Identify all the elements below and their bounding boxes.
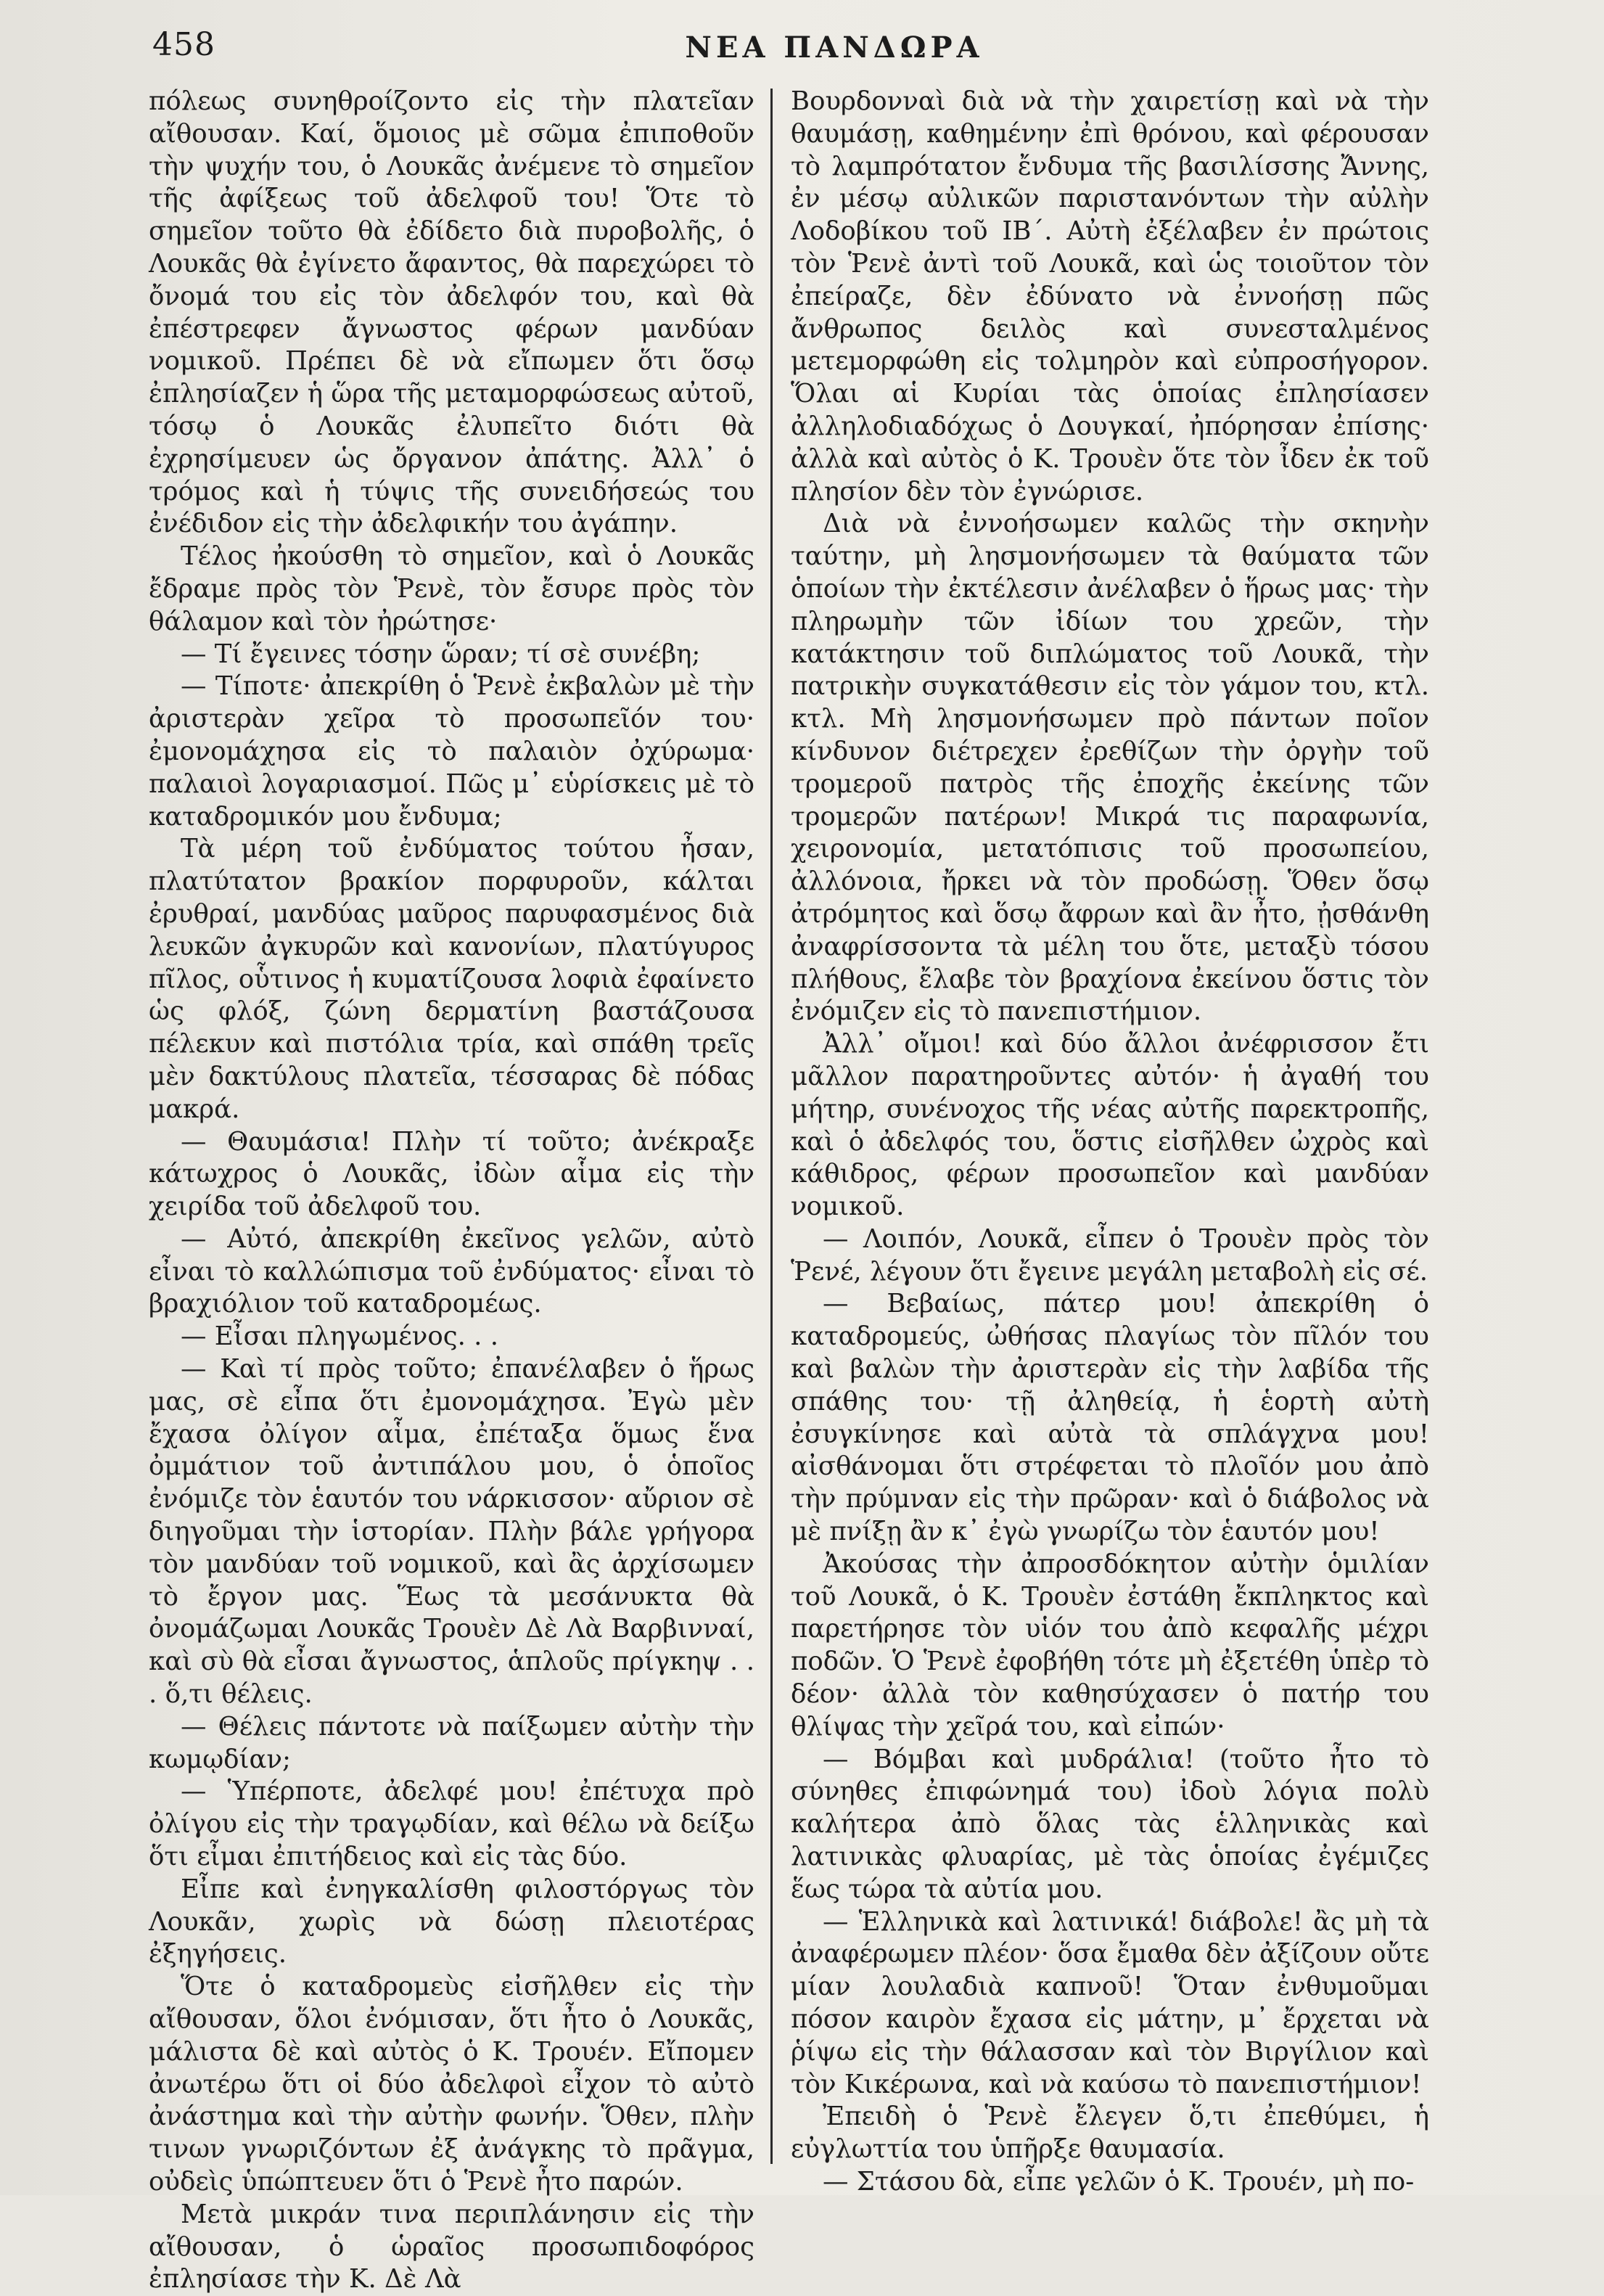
paragraph: — Καὶ τί πρὸς τοῦτο; ἐπανέλαβεν ὁ ἥρως μας, σὲ εἶπα ὅτι ἐμονομάχησα. Ἐγὼ μὲν ἔχασα ὀλίγον αἷμα, ἐπέταξα ὅμως ἕνα ὀμμάτιον τοῦ ἀντιπάλου μου, ὁ ὁποῖος ἐνόμιζε τὸν ἑαυτόν του νάρκισσον· αὔριον σὲ διηγοῦμαι τὴν ἱστορίαν. Πλὴν βάλε γρήγορα τὸν μανδύαν τοῦ νομικοῦ, καὶ ἂς ἀρχίσωμεν τὸ ἔργον μας. Ἕως τὰ μεσάνυκτα θὰ ὀνομάζωμαι Λουκᾶς Τρουὲν Δὲ Λὰ Βαρβινναί, καὶ σὺ θὰ εἶσαι ἄγνωστος, ἁπλοῦς πρίγκηψ . . . ὅ,τι θέλεις. (149, 1354, 754, 1710)
paragraph: Μετὰ μικράν τινα περιπλάνησιν εἰς τὴν αἴθουσαν, ὁ ὡραῖος προσωπιδοφόρος ἐπλησίασε τὴν Κ. Δὲ Λὰ (149, 2199, 754, 2295)
paragraph: Διὰ νὰ ἐννοήσωμεν καλῶς τὴν σκηνὴν ταύτην, μὴ λησμονήσωμεν τὰ θαύματα τῶν ὁποίων τὴν ἐκτέλεσιν ἀνέλαβεν ὁ ἥρως μας· τὴν πληρωμὴν τῶν ἰδίων του χρεῶν, τὴν κατάκτησιν τοῦ διπλώματος τοῦ Λουκᾶ, τὴν πατρικὴν συγκατάθεσιν εἰς τὸν γάμον του, κτλ. κτλ. Μὴ λησμονήσωμεν πρὸ πάντων ποῖον κίνδυνον διέτρεχεν ἐρεθίζων τὴν ὀργὴν τοῦ τρομεροῦ πατρὸς τῆς ἐποχῆς ἐκείνης τῶν τρομερῶν πατέρων! Μικρά τις παραφωνία, χειρονομία, μετατόπισις τοῦ προσωπείου, ἀλλόνοια, ἤρκει νὰ τὸν προδώσῃ. Ὅθεν ὅσῳ ἀτρόμητος καὶ ὅσῳ ἄφρων καὶ ἂν ἦτο, ᾐσθάνθη ἀναφρίσσοντα τὰ μέλη του ὅτε, μεταξὺ τόσου πλήθους, ἔλαβε τὸν βραχίονα ἐκείνου ὅστις τὸν ἐνόμιζεν εἰς τὸ πανεπιστήμιον. (791, 509, 1429, 1027)
paragraph: Τέλος ἠκούσθη τὸ σημεῖον, καὶ ὁ Λουκᾶς ἔδραμε πρὸς τὸν Ῥενὲ, τὸν ἔσυρε πρὸς τὸν θάλαμον καὶ τὸν ἠρώτησε· (149, 541, 754, 636)
paragraph: πόλεως συνηθροίζοντο εἰς τὴν πλατεῖαν αἴθουσαν. Καί, ὅμοιος μὲ σῶμα ἐπιποθοῦν τὴν ψυχήν του, ὁ Λουκᾶς ἀνέμενε τὸ σημεῖον τῆς ἀφίξεως τοῦ ἀδελφοῦ του! Ὅτε τὸ σημεῖον τοῦτο θὰ ἐδίδετο διὰ πυροβολῆς, ὁ Λουκᾶς θὰ ἐγίνετο ἄφαντος, θὰ παρεχώρει τὸ ὄνομά του εἰς τὸν ἀδελφόν του, καὶ θὰ ἐπέστρεφεν ἄγνωστος φέρων μανδύαν νομικοῦ. Πρέπει δὲ νὰ εἴπωμεν ὅτι ὅσῳ ἐπλησίαζεν ἡ ὥρα τῆς μεταμορφώσεως αὐτοῦ, τόσῳ ὁ Λουκᾶς ἐλυπεῖτο διότι θὰ ἐχρησίμευεν ὡς ὄργανον ἀπάτης. Ἀλλ᾽ ὁ τρόμος καὶ ἡ τύψις τῆς συνειδήσεώς του ἐνέδιδον εἰς τὴν ἀδελφικήν του ἀγάπην. (149, 86, 754, 539)
paragraph: — Εἶσαι πληγωμένος. . . (181, 1321, 499, 1352)
paragraph: — Τίποτε· ἀπεκρίθη ὁ Ῥενὲ ἐκβαλὼν μὲ τὴν ἀριστερὰν χεῖρα τὸ προσωπεῖόν του· ἐμονομάχησα εἰς τὸ παλαιὸν ὀχύρωμα· παλαιοὶ λογαριασμοί. Πῶς μ᾽ εὑρίσκεις μὲ τὸ καταδρομικόν μου ἔνδυμα; (149, 671, 754, 832)
paragraph: — Ὑπέρποτε, ἀδελφέ μου! ἐπέτυχα πρὸ ὀλίγου εἰς τὴν τραγῳδίαν, καὶ θέλω νὰ δείξω ὅτι εἶμαι ἐπιτήδειος καὶ εἰς τὰς δύο. (149, 1776, 754, 1872)
paragraph: Ἐπειδὴ ὁ Ῥενὲ ἔλεγεν ὅ,τι ἐπεθύμει, ἡ εὐγλωττία του ὑπῆρξε θαυμασία. (791, 2102, 1429, 2165)
paragraph: — Τί ἔγεινες τόσην ὥραν; τί σὲ συνέβη; (181, 639, 701, 669)
paragraph: — Θαυμάσια! Πλὴν τί τοῦτο; ἀνέκραξε κάτωχρος ὁ Λουκᾶς, ἰδὼν αἷμα εἰς τὴν χειρίδα τοῦ ἀδελφοῦ του. (149, 1126, 754, 1222)
paragraph: Ὅτε ὁ καταδρομεὺς εἰσῆλθεν εἰς τὴν αἴθουσαν, ὅλοι ἐνόμισαν, ὅτι ἦτο ὁ Λουκᾶς, μάλιστα δὲ καὶ αὐτὸς ὁ Κ. Τρουέν. Εἴπομεν ἀνωτέρω ὅτι οἱ δύο ἀδελφοὶ εἶχον τὸ αὐτὸ ἀνάστημα καὶ τὴν αὐτὴν φωνήν. Ὅθεν, πλὴν τινων γνωριζόντων ἐξ ἀνάγκης τὸ πρᾶγμα, οὐδεὶς ὑπώπτευεν ὅτι ὁ Ῥενὲ ἦτο παρών. (149, 1972, 754, 2197)
paragraph: Ἀκούσας τὴν ἀπροσδόκητον αὐτὴν ὁμιλίαν τοῦ Λουκᾶ, ὁ Κ. Τρουὲν ἐστάθη ἔκπληκτος καὶ παρετήρησε τὸν υἱόν του ἀπὸ κεφαλῆς μέχρι ποδῶν. Ὁ Ῥενὲ ἐφοβήθη τότε μὴ ἐξετέθη ὑπὲρ τὸ δέον· ἀλλὰ τὸν καθησύχασεν ὁ πατήρ του θλίψας τὴν χεῖρά του, καὶ εἰπών· (791, 1549, 1429, 1742)
left-column (149, 86, 754, 2296)
paragraph: — Ἑλληνικὰ καὶ λατινικά! διάβολε! ἂς μὴ τὰ ἀναφέρωμεν πλέον· ὅσα ἔμαθα δὲν ἀξίζουν οὔτε μίαν λουλαδιὰ καπνοῦ! Ὅταν ἐνθυμοῦμαι πόσον καιρὸν ἔχασα εἰς μάτην, μ᾽ ἔρχεται νὰ ῥίψω εἰς τὴν θάλασσαν καὶ τὸν Βιργίλιον καὶ τὸν Κικέρωνα, καὶ νὰ καύσω τὸ πανεπιστήμιον! (791, 1906, 1429, 2099)
page-number: 458 (152, 26, 215, 63)
paragraph: Τὰ μέρη τοῦ ἐνδύματος τούτου ἦσαν, πλατύτατον βρακίον πορφυροῦν, κάλται ἐρυθραί, μανδύας μαῦρος παρυφασμένος διὰ λευκῶν ἀγκυρῶν καὶ κανονίων, πλατύγυρος πῖλος, οὗτινος ἡ κυματίζουσα λοφιὰ ἐφαίνετο ὡς φλόξ, ζώνη δερματίνη βαστάζουσα πέλεκυν καὶ πιστόλια τρία, καὶ σπάθη τρεῖς μὲν δακτύλους πλατεῖα, τέσσαρας δὲ πόδας μακρά. (149, 834, 754, 1124)
running-title: ΝΕΑ ΠΑΝΔΩΡΑ (685, 30, 984, 65)
paragraph: Εἶπε καὶ ἐνηγκαλίσθη φιλοστόργως τὸν Λουκᾶν, χωρὶς νὰ δώσῃ πλειοτέρας ἐξηγήσεις. (149, 1874, 754, 1969)
page-header (152, 26, 1516, 77)
paragraph: Ἀλλ᾽ οἴμοι! καὶ δύο ἄλλοι ἀνέφρισσον ἔτι μᾶλλον παρατηροῦντες αὐτόν· ἡ ἀγαθή του μήτηρ, συνένοχος τῆς νέας αὐτῆς παρεκτροπῆς, καὶ ὁ ἀδελφός του, ὅστις εἰσῆλθεν ὠχρὸς καὶ κάθιδρος, φέρων προσωπεῖον καὶ μανδύαν νομικοῦ. (791, 1029, 1429, 1222)
paragraph: — Αὐτό, ἀπεκρίθη ἐκεῖνος γελῶν, αὐτὸ εἶναι τὸ καλλώπισμα τοῦ ἐνδύματος· εἶναι τὸ βραχιόλιον τοῦ καταδρομέως. (149, 1223, 754, 1319)
right-column (791, 86, 1429, 2199)
paragraph: — Στάσου δὰ, εἶπε γελῶν ὁ Κ. Τρουέν, μὴ πο- (823, 2167, 1415, 2197)
paragraph: Βουρδονναὶ διὰ νὰ τὴν χαιρετίσῃ καὶ νὰ τὴν θαυμάσῃ, καθημένην ἐπὶ θρόνου, καὶ φέρουσαν τὸ λαμπρότατον ἔνδυμα τῆς βασιλίσσης Ἄννης, ἐν μέσῳ αὐλικῶν παριστανόντων τὴν αὐλὴν Λοδοβίκου τοῦ ΙΒ΄. Αὐτὴ ἐξέλαβεν ἐν πρώτοις τὸν Ῥενὲ ἀντὶ τοῦ Λουκᾶ, καὶ ὡς τοιοῦτον τὸν ἐπείραζε, δὲν ἐδύνατο νὰ ἐννοήσῃ πῶς ἄνθρωπος δειλὸς καὶ συνεσταλμένος μετεμορφώθη εἰς τολμηρὸν καὶ εὐπροσήγορον. Ὅλαι αἱ Κυρίαι τὰς ὁποίας ἐπλησίασεν ἀλληλοδιαδόχως ὁ Δουγκαί, ἠπόρησαν ἐπίσης· ἀλλὰ καὶ αὐτὸς ὁ Κ. Τρουὲν ὅτε τὸν ἶδεν ἐκ τοῦ πλησίον δὲν τὸν ἐγνώρισε. (791, 86, 1429, 507)
paragraph: — Λοιπόν, Λουκᾶ, εἶπεν ὁ Τρουὲν πρὸς τὸν Ῥενέ, λέγουν ὅτι ἔγεινε μεγάλη μεταβολὴ εἰς σέ. (791, 1223, 1429, 1287)
paragraph: — Βόμβαι καὶ μυδράλια! (τοῦτο ἦτο τὸ σύνηθες ἐπιφώνημά του) ἰδοὺ λόγια πολὺ καλήτερα ἀπὸ ὅλας τὰς ἑλληνικὰς καὶ λατινικὰς φλυαρίας, μὲ τὰς ὁποίας ἐγέμιζες ἕως τώρα τὰ αὐτία μου. (791, 1744, 1429, 1904)
paragraph: — Βεβαίως, πάτερ μου! ἀπεκρίθη ὁ καταδρομεύς, ὠθήσας πλαγίως τὸν πῖλόν του καὶ βαλὼν τὴν ἀριστερὰν εἰς τὴν λαβίδα τῆς σπάθης του· τῇ ἀληθείᾳ, ἡ ἑορτὴ αὐτὴ ἐσυγκίνησε καὶ αὐτὰ τὰ σπλάγχνα μου! αἰσθάνομαι ὅτι στρέφεται τὸ πλοῖόν μου ἀπὸ τὴν πρύμναν εἰς τὴν πρῶραν· καὶ ὁ διάβολος νὰ μὲ πνίξῃ ἂν κ᾽ ἐγὼ γνωρίζω τὸν ἑαυτόν μου! (791, 1289, 1429, 1547)
column-divider (770, 89, 773, 2164)
paragraph: — Θέλεις πάντοτε νὰ παίξωμεν αὐτὴν τὴν κωμῳδίαν; (149, 1711, 754, 1774)
